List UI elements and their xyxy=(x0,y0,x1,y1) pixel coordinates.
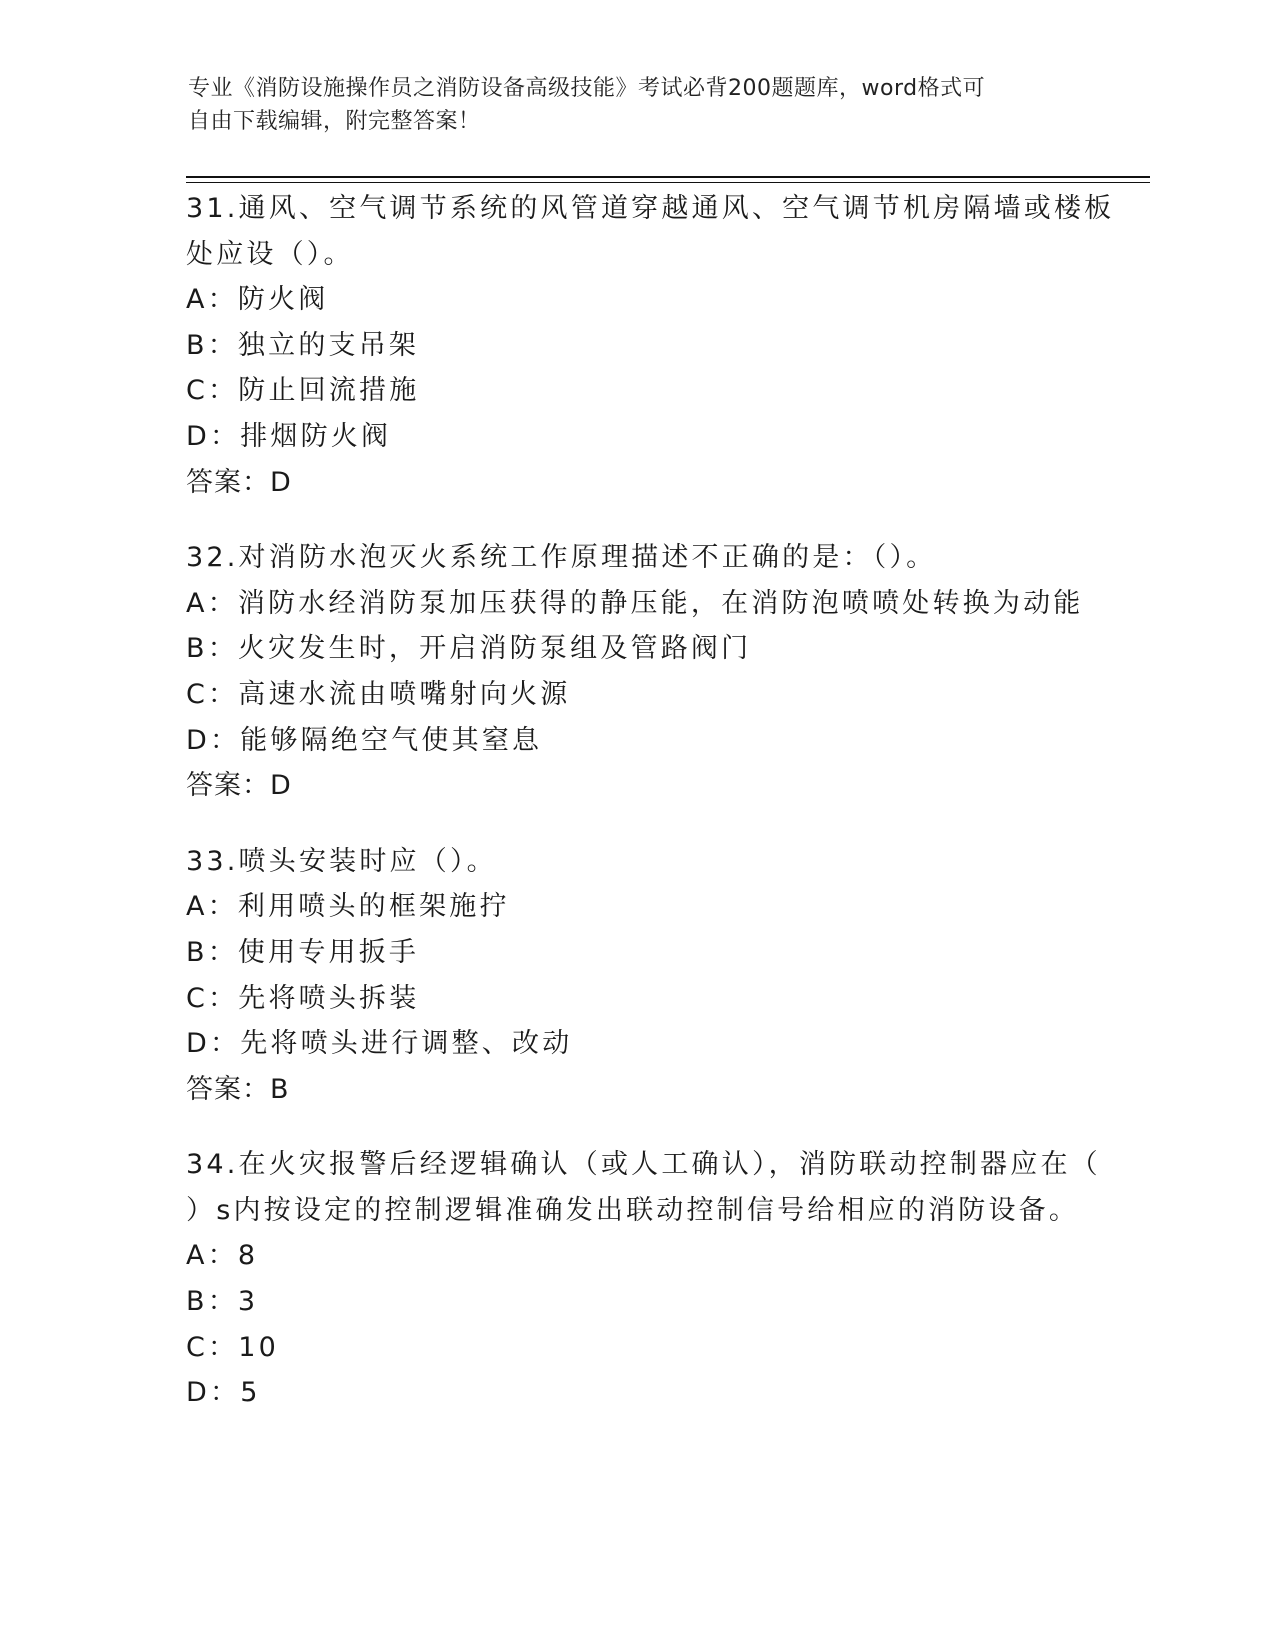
option-c: C：先将喷头拆装 xyxy=(186,982,420,1014)
question-stem-continued: 处应设（）。 xyxy=(186,238,354,270)
option-b: B：独立的支吊架 xyxy=(186,329,420,361)
question-stem: 31.通风、空气调节系统的风管道穿越通风、空气调节机房隔墙或楼板 xyxy=(186,193,1115,224)
question-list xyxy=(186,186,1115,1446)
answer: 答案：B xyxy=(186,1073,290,1105)
question-32 xyxy=(186,535,1086,809)
header-line-1: 专业《消防设施操作员之消防设备高级技能》考试必背200题题库，word格式可 xyxy=(188,76,986,101)
question-stem: 32.对消防水泡灭火系统工作原理描述不正确的是：（）。 xyxy=(186,542,937,574)
document-header xyxy=(188,72,1068,138)
question-stem: 34.在火灾报警后经逻辑确认（或人工确认），消防联动控制器应在（ xyxy=(186,1149,1101,1181)
option-c: C：10 xyxy=(186,1331,280,1363)
option-d: D：先将喷头进行调整、改动 xyxy=(186,1028,573,1060)
option-a: A：8 xyxy=(186,1240,259,1272)
option-b: B：使用专用扳手 xyxy=(186,936,420,968)
option-c: C：防止回流措施 xyxy=(186,375,420,407)
option-d: D：排烟防火阀 xyxy=(186,420,392,452)
header-divider-thin xyxy=(186,182,1150,183)
option-a: A：消防水经消防泵加压获得的静压能，在消防泡喷喷处转换为动能 xyxy=(186,587,1084,619)
option-b: B：3 xyxy=(186,1286,259,1318)
question-stem-continued: ）s内按设定的控制逻辑准确发出联动控制信号给相应的消防设备。 xyxy=(186,1194,1080,1226)
answer: 答案：D xyxy=(186,770,292,802)
question-stem: 33.喷头安装时应（）。 xyxy=(186,845,497,877)
option-d: D：5 xyxy=(186,1377,261,1409)
question-33 xyxy=(186,839,1086,1113)
answer: 答案：D xyxy=(186,466,292,498)
option-a: A：利用喷头的框架施拧 xyxy=(186,891,510,923)
option-a: A：防火阀 xyxy=(186,284,329,316)
question-31 xyxy=(186,186,1115,505)
option-c: C：高速水流由喷嘴射向火源 xyxy=(186,678,571,710)
header-divider-thick xyxy=(186,176,1150,178)
header-line-2: 自由下载编辑，附完整答案！ xyxy=(188,109,481,134)
question-34 xyxy=(186,1142,1101,1416)
option-b: B：火灾发生时，开启消防泵组及管路阀门 xyxy=(186,633,752,665)
option-d: D：能够隔绝空气使其窒息 xyxy=(186,724,543,756)
